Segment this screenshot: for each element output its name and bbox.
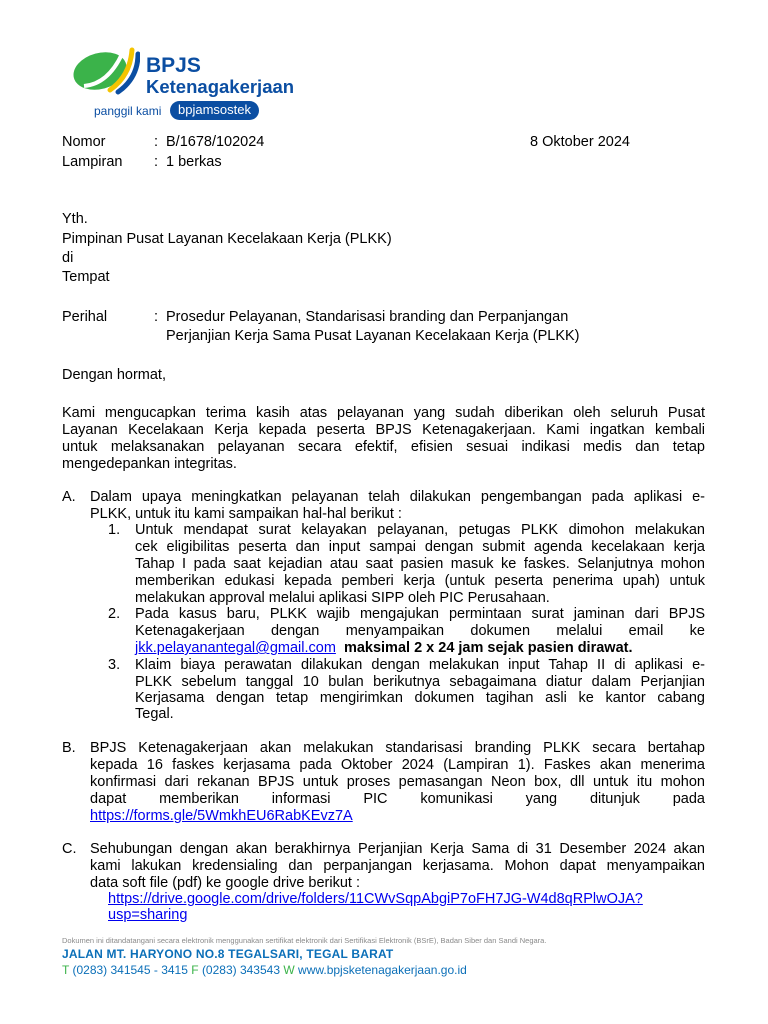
item-a1-line: melakukan approval melalui aplikasi SIPP oleh PIC Perusahaan. bbox=[135, 590, 550, 606]
perihal-label: Perihal bbox=[62, 309, 108, 325]
item-a2-line: Ketenagakerjaan dengan menyampaikan dokumen melalui email ke bbox=[135, 623, 705, 639]
intro-line: mengedepankan integritas. bbox=[62, 456, 237, 472]
recipient-place: Tempat bbox=[62, 269, 110, 285]
recipient-name: Pimpinan Pusat Layanan Kecelakaan Kerja (PLKK) bbox=[62, 231, 392, 247]
website: www.bpjsketenagakerjaan.go.id bbox=[298, 963, 467, 977]
forms-link[interactable]: https://forms.gle/5WmkhEU6RabKEvz7A bbox=[90, 808, 353, 824]
email-link[interactable]: jkk.pelayanantegal@gmail.com bbox=[135, 640, 336, 656]
recipient-yth: Yth. bbox=[62, 211, 88, 227]
lampiran-label: Lampiran bbox=[62, 154, 123, 170]
bpjs-leaf-icon bbox=[70, 46, 140, 96]
brand-tagline: panggil kami bbox=[94, 104, 162, 118]
phone-number: (0283) 341545 - 3415 bbox=[72, 963, 188, 977]
drive-link-line-1[interactable]: https://drive.google.com/drive/folders/11CWvSqpAbgiP7oFH7JG-W4d8qRPlwOJA? bbox=[108, 891, 643, 907]
intro-line: Layanan Kecelakaan Kerja kepada peserta BPJS Ketenagakerjaan. Kami ingatkan kembali bbox=[62, 422, 705, 438]
deadline-bold: maksimal 2 x 24 jam sejak pasien dirawat. bbox=[343, 640, 633, 656]
bpjs-logo bbox=[70, 46, 310, 126]
brand-subname: Ketenagakerjaan bbox=[146, 76, 295, 97]
greeting: Dengan hormat, bbox=[62, 367, 166, 383]
section-a-line: Dalam upaya meningkatkan pelayanan telah dilakukan pengembangan pada aplikasi e- bbox=[90, 489, 705, 505]
item-a3-line: PLKK sebelum tanggal 10 bulan berikutnya sebagaimana diatur dalam Perjanjian bbox=[135, 674, 705, 690]
nomor-colon: : bbox=[154, 134, 159, 150]
lampiran-value: 1 berkas bbox=[166, 154, 222, 170]
nomor-value: B/1678/102024 bbox=[166, 134, 265, 150]
brand-name: BPJS bbox=[146, 54, 201, 77]
item-a2-email-line bbox=[135, 640, 633, 657]
item-a1-number: 1. bbox=[108, 522, 121, 538]
section-b-line: dapat memberikan informasi PIC komunikasi yang ditunjuk pada bbox=[90, 791, 705, 807]
item-a2-number: 2. bbox=[108, 606, 121, 622]
letter-date: 8 Oktober 2024 bbox=[530, 134, 630, 150]
fax-label: F bbox=[191, 963, 199, 977]
perihal-line-2: Perjanjian Kerja Sama Pusat Layanan Kecelakaan Kerja (PLKK) bbox=[166, 328, 580, 344]
intro-line: Kami mengucapkan terima kasih atas pelayanan yang sudah diberikan oleh seluruh Pusat bbox=[62, 405, 705, 421]
section-c-marker: C. bbox=[62, 841, 77, 857]
section-b-line: BPJS Ketenagakerjaan akan melakukan standarisasi branding PLKK secara bertahap bbox=[90, 740, 705, 756]
intro-line: untuk melaksanakan pelayanan secara efektif, efisien sesuai indikasi medis dan tetap bbox=[62, 439, 705, 455]
section-b-line: konfirmasi dari rekanan BPJS untuk proses pemasangan Neon box, dll untuk itu mohon bbox=[90, 774, 705, 790]
section-b-line: kepada 16 faskes kerjasama pada Oktober 2024 (Lampiran 1). Faskes akan menerima bbox=[90, 757, 705, 773]
perihal-line-1: Prosedur Pelayanan, Standarisasi branding dan Perpanjangan bbox=[166, 309, 569, 325]
item-a1-line: Tahap I pada saat kejadian atau saat pasien masuk ke faskes. Selanjutnya mohon bbox=[135, 556, 705, 572]
brand-pill: bpjamsostek bbox=[170, 101, 259, 120]
section-b-marker: B. bbox=[62, 740, 76, 756]
item-a2-line: Pada kasus baru, PLKK wajib mengajukan permintaan surat jaminan dari BPJS bbox=[135, 606, 705, 622]
phone-label: T bbox=[62, 963, 70, 977]
perihal-colon: : bbox=[154, 309, 159, 325]
lampiran-colon: : bbox=[154, 154, 159, 170]
section-c-line: data soft file (pdf) ke google drive berikut : bbox=[90, 875, 361, 891]
section-a-marker: A. bbox=[62, 489, 76, 505]
item-a1-line: Untuk mendapat surat kelayakan pelayanan, petugas PLKK dimohon melakukan bbox=[135, 522, 705, 538]
footer-disclaimer: Dokumen ini ditandatangani secara elektronik menggunakan sertifikat elektronik dari Sertifikasi Elektronik (BSrE), Badan Siber dan Sandi Negara. bbox=[62, 936, 547, 945]
footer-contact bbox=[62, 963, 467, 977]
drive-link-line-2[interactable]: usp=sharing bbox=[108, 907, 188, 923]
section-a-line: PLKK, untuk itu kami sampaikan hal-hal berikut : bbox=[90, 506, 402, 522]
section-c-line: Sehubungan dengan akan berakhirnya Perjanjian Kerja Sama di 31 Desember 2024 akan bbox=[90, 841, 705, 857]
web-label: W bbox=[283, 963, 295, 977]
item-a1-line: cek eligibilitas peserta dan input sampai dengan submit agenda kecelakaan kerja bbox=[135, 539, 705, 555]
nomor-label: Nomor bbox=[62, 134, 106, 150]
fax-number: (0283) 343543 bbox=[201, 963, 281, 977]
item-a1-line: memberikan edukasi kepada pemberi kerja (untuk peserta penerima upah) untuk bbox=[135, 573, 705, 589]
footer-address: JALAN MT. HARYONO NO.8 TEGALSARI, TEGAL BARAT bbox=[62, 947, 394, 961]
section-c-line: kami lakukan kredensialing dan perpanjangan kerjasama. Mohon dapat menyampaikan bbox=[90, 858, 705, 874]
item-a3-line: Klaim biaya perawatan dilakukan dengan melakukan input Tahap II di aplikasi e- bbox=[135, 657, 705, 673]
item-a3-number: 3. bbox=[108, 657, 121, 673]
item-a3-line: Tegal. bbox=[135, 706, 174, 722]
item-a3-line: Kerjasama dengan tetap mengirimkan dokumen tagihan asli ke kantor cabang bbox=[135, 690, 705, 706]
recipient-di: di bbox=[62, 250, 74, 266]
